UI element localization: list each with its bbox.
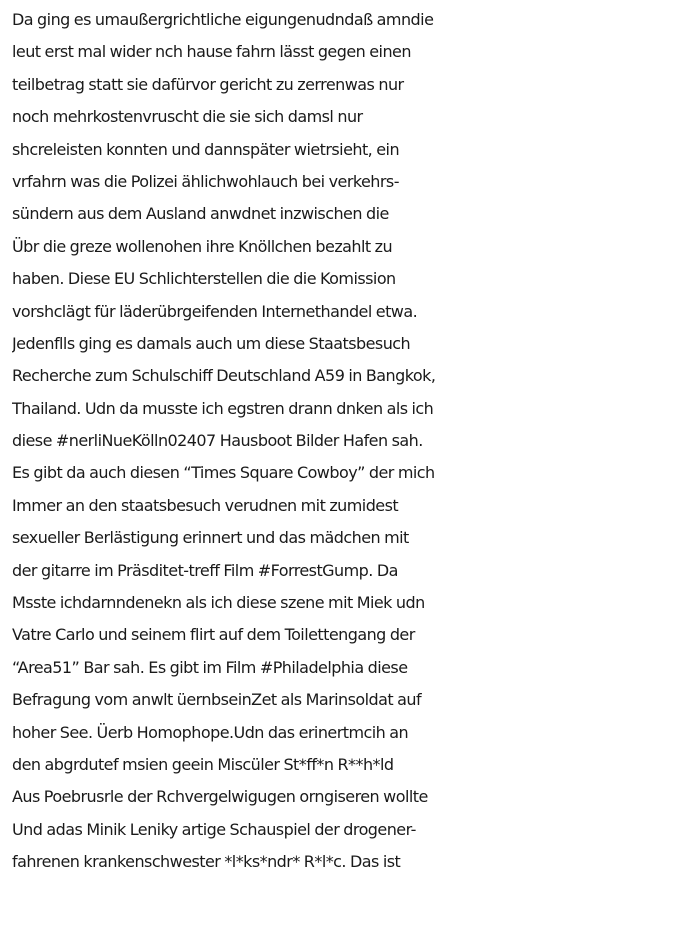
- text-line: vrfahrn was die Polizei ählichwohlauch bei verkehrs-: [12, 171, 399, 191]
- text-line: Jedenflls ging es damals auch um diese Staatsbesuch: [12, 333, 411, 353]
- text-line: Übr die greze wollenohen ihre Knöllchen bezahlt zu: [12, 236, 393, 256]
- text-line: Msste ichdarnndenekn als ich diese szene mit Miek udn: [12, 593, 425, 613]
- text-line: Und adas Minik Leniky artige Schauspiel der drogener-: [12, 819, 416, 839]
- text-line: leut erst mal wider nch hause fahrn lässt gegen einen: [12, 42, 411, 62]
- text-line: den abgrdutef msien geein Miscüler St*ff*n R**h*ld: [12, 754, 394, 774]
- text-line: Aus Poebrusrle der Rchvergelwigugen orngiseren wollte: [12, 787, 428, 807]
- text-line: sexueller Berlästigung erinnert und das mädchen mit: [12, 528, 409, 548]
- text-line: Es gibt da auch diesen “Times Square Cowboy” der mich: [12, 463, 435, 483]
- text-line: Thailand. Udn da musste ich egstren drann dnken als ich: [12, 398, 434, 418]
- text-line: Immer an den staatsbesuch verudnen mit zumidest: [12, 495, 399, 515]
- text-line: Recherche zum Schulschiff Deutschland A59 in Bangkok,: [12, 366, 436, 386]
- text-line: diese #nerliNueKölln02407 Hausboot Bilder Hafen sah.: [12, 431, 423, 451]
- text-line: sündern aus dem Ausland anwdnet inzwischen die: [12, 204, 389, 224]
- text-line: shcreleisten konnten und dannspäter wietrsieht, ein: [12, 139, 400, 159]
- text-line: “Area51” Bar sah. Es gibt im Film #Philadelphia diese: [12, 657, 408, 677]
- body-text: [12, 4, 684, 879]
- text-line: Befragung vom anwlt üernbseinZet als Marinsoldat auf: [12, 690, 422, 710]
- text-line: noch mehrkostenvruscht die sie sich damsl nur: [12, 107, 363, 127]
- text-line: hoher See. Üerb Homophope.Udn das erinertmcih an: [12, 722, 409, 742]
- text-line: der gitarre im Präsditet-treff Film #ForrestGump. Da: [12, 560, 398, 580]
- text-line: teilbetrag statt sie dafürvor gericht zu zerrenwas nur: [12, 74, 404, 94]
- text-line: Vatre Carlo und seinem flirt auf dem Toilettengang der: [12, 625, 415, 645]
- text-line: fahrenen krankenschwester *l*ks*ndr* R*l*c. Das ist: [12, 852, 401, 872]
- text-line: haben. Diese EU Schlichterstellen die die Komission: [12, 269, 396, 289]
- text-line: vorshclägt für läderübrgeifenden Internethandel etwa.: [12, 301, 418, 321]
- text-line: Da ging es umaußergrichtliche eigungenudndaß amndie: [12, 10, 434, 29]
